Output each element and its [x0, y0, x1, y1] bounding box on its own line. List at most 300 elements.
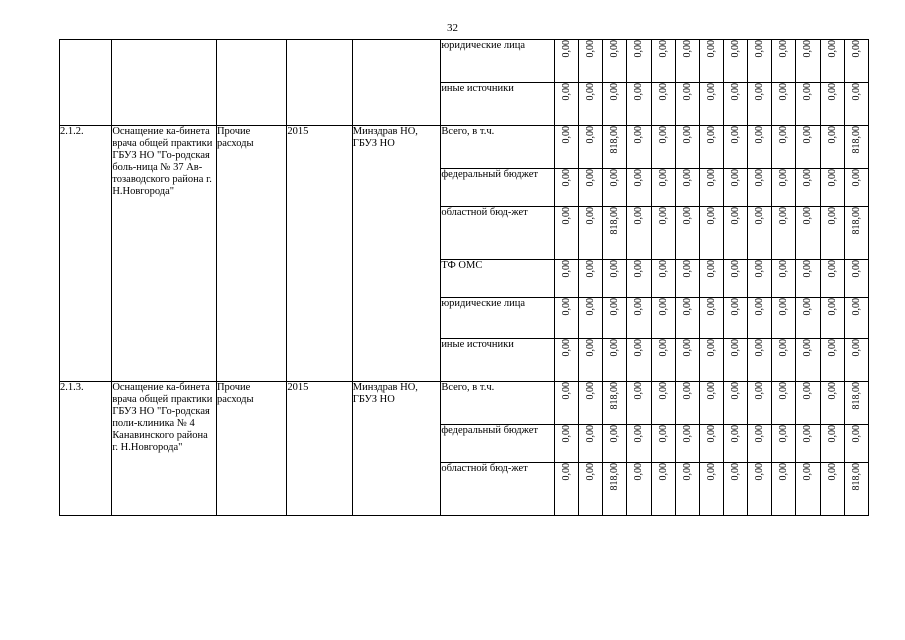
value-cell: [796, 382, 820, 425]
value-cell: [723, 126, 747, 169]
value-text: 0,00: [754, 298, 766, 316]
item-executor: [352, 40, 441, 126]
item-executor: Минздрав НО, ГБУЗ НО: [352, 382, 441, 516]
value-cell: [651, 169, 675, 207]
value-text: 818,00: [850, 382, 862, 410]
value-text: 0,00: [561, 463, 573, 481]
value-cell: [603, 40, 627, 83]
table-row: [60, 382, 869, 425]
value-text: 0,00: [633, 260, 645, 278]
value-cell: [603, 425, 627, 463]
value-text: 0,00: [826, 339, 838, 357]
value-text: 0,00: [754, 425, 766, 443]
value-cell: [723, 425, 747, 463]
value-text: 0,00: [681, 463, 693, 481]
value-cell: [579, 169, 603, 207]
value-cell: [627, 425, 651, 463]
value-cell: [627, 126, 651, 169]
value-text: 0,00: [705, 126, 717, 144]
value-text: 0,00: [681, 425, 693, 443]
value-text: 0,00: [633, 425, 645, 443]
value-text: 0,00: [754, 126, 766, 144]
value-text: 0,00: [754, 382, 766, 400]
value-cell: [772, 40, 796, 83]
value-cell: [651, 260, 675, 298]
value-cell: [555, 126, 579, 169]
value-text: 0,00: [778, 260, 790, 278]
value-text: 0,00: [826, 298, 838, 316]
value-cell: [651, 83, 675, 126]
funding-source-label: юридические лица: [441, 40, 555, 83]
value-text: 0,00: [561, 425, 573, 443]
value-cell: [723, 298, 747, 339]
value-cell: [723, 463, 747, 516]
value-cell: [844, 425, 868, 463]
value-text: 0,00: [705, 298, 717, 316]
value-text: 818,00: [609, 463, 621, 491]
value-text: 0,00: [657, 298, 669, 316]
value-cell: [579, 207, 603, 260]
value-cell: [651, 382, 675, 425]
value-text: 0,00: [681, 207, 693, 225]
value-cell: [675, 83, 699, 126]
value-text: 0,00: [778, 382, 790, 400]
value-cell: [796, 40, 820, 83]
table-row: [60, 126, 869, 169]
value-cell: [796, 126, 820, 169]
value-text: 0,00: [778, 463, 790, 481]
value-text: 0,00: [850, 169, 862, 187]
value-cell: [651, 207, 675, 260]
value-text: 0,00: [802, 207, 814, 225]
value-cell: [555, 339, 579, 382]
value-text: 0,00: [802, 169, 814, 187]
item-description: Оснащение ка-бинета врача общей практики ГБУЗ НО "Го-родская поли-клиника № 4 Канавинского района г. Н.Новгорода": [112, 382, 217, 516]
value-cell: [820, 339, 844, 382]
value-cell: [796, 83, 820, 126]
value-text: 0,00: [802, 40, 814, 58]
value-cell: [772, 260, 796, 298]
value-text: 0,00: [561, 83, 573, 101]
value-text: 0,00: [802, 83, 814, 101]
value-cell: [699, 83, 723, 126]
value-cell: [748, 339, 772, 382]
value-text: 0,00: [705, 425, 717, 443]
table-row: [60, 40, 869, 83]
value-cell: [603, 207, 627, 260]
item-number: 2.1.3.: [60, 382, 112, 516]
value-text: 0,00: [633, 298, 645, 316]
value-text: 0,00: [705, 83, 717, 101]
value-cell: [699, 425, 723, 463]
value-text: 0,00: [826, 169, 838, 187]
value-text: 0,00: [826, 207, 838, 225]
value-text: 0,00: [778, 298, 790, 316]
value-text: 0,00: [609, 169, 621, 187]
value-cell: [699, 298, 723, 339]
value-text: 0,00: [754, 207, 766, 225]
value-cell: [651, 40, 675, 83]
value-cell: [820, 207, 844, 260]
value-text: 0,00: [609, 40, 621, 58]
value-cell: [772, 463, 796, 516]
value-text: 0,00: [850, 339, 862, 357]
value-text: 0,00: [705, 207, 717, 225]
value-text: 0,00: [561, 339, 573, 357]
value-cell: [627, 83, 651, 126]
value-text: 0,00: [585, 425, 597, 443]
value-text: 0,00: [850, 83, 862, 101]
item-year: 2015: [287, 382, 352, 516]
item-number: 2.1.2.: [60, 126, 112, 382]
value-cell: [627, 382, 651, 425]
value-text: 0,00: [681, 169, 693, 187]
value-text: 0,00: [730, 425, 742, 443]
value-cell: [675, 169, 699, 207]
value-text: 0,00: [730, 126, 742, 144]
value-text: 818,00: [850, 207, 862, 235]
value-text: 818,00: [609, 126, 621, 154]
value-text: 0,00: [585, 169, 597, 187]
item-year: [287, 40, 352, 126]
value-cell: [772, 207, 796, 260]
value-cell: [675, 463, 699, 516]
value-cell: [748, 298, 772, 339]
value-text: 0,00: [561, 382, 573, 400]
value-text: 0,00: [802, 260, 814, 278]
value-cell: [651, 463, 675, 516]
value-cell: [748, 40, 772, 83]
value-text: 0,00: [826, 83, 838, 101]
value-text: 0,00: [681, 260, 693, 278]
value-text: 0,00: [585, 40, 597, 58]
funding-source-label: областной бюд-жет: [441, 207, 555, 260]
value-cell: [772, 169, 796, 207]
value-cell: [772, 298, 796, 339]
value-cell: [579, 298, 603, 339]
value-cell: [820, 425, 844, 463]
value-text: 0,00: [585, 126, 597, 144]
value-cell: [796, 207, 820, 260]
value-text: 0,00: [850, 425, 862, 443]
value-cell: [748, 169, 772, 207]
funding-source-label: областной бюд-жет: [441, 463, 555, 516]
value-text: 0,00: [681, 339, 693, 357]
value-text: 0,00: [633, 126, 645, 144]
value-text: 0,00: [657, 339, 669, 357]
value-cell: [603, 83, 627, 126]
value-cell: [579, 463, 603, 516]
value-cell: [796, 260, 820, 298]
value-text: 0,00: [705, 40, 717, 58]
value-text: 0,00: [561, 207, 573, 225]
value-cell: [844, 40, 868, 83]
value-cell: [748, 463, 772, 516]
value-text: 0,00: [730, 207, 742, 225]
value-text: 0,00: [561, 169, 573, 187]
expense-type: Прочие расходы: [216, 126, 286, 382]
value-cell: [579, 260, 603, 298]
value-text: 0,00: [705, 463, 717, 481]
value-text: 0,00: [826, 382, 838, 400]
value-cell: [723, 339, 747, 382]
value-cell: [627, 207, 651, 260]
value-text: 0,00: [754, 40, 766, 58]
value-text: 0,00: [657, 425, 669, 443]
value-text: 0,00: [826, 425, 838, 443]
value-cell: [820, 298, 844, 339]
value-text: 818,00: [609, 382, 621, 410]
item-year: 2015: [287, 126, 352, 382]
value-cell: [796, 339, 820, 382]
value-cell: [675, 207, 699, 260]
value-cell: [820, 126, 844, 169]
item-number: [60, 40, 112, 126]
value-cell: [603, 339, 627, 382]
value-cell: [627, 463, 651, 516]
value-cell: [699, 339, 723, 382]
value-cell: [627, 169, 651, 207]
value-text: 0,00: [850, 298, 862, 316]
value-text: 0,00: [681, 126, 693, 144]
value-text: 0,00: [705, 169, 717, 187]
value-text: 0,00: [657, 40, 669, 58]
value-cell: [579, 382, 603, 425]
value-text: 0,00: [633, 169, 645, 187]
value-cell: [796, 169, 820, 207]
value-cell: [723, 40, 747, 83]
value-cell: [675, 425, 699, 463]
value-cell: [675, 339, 699, 382]
value-text: 0,00: [681, 382, 693, 400]
value-cell: [844, 83, 868, 126]
value-text: 0,00: [826, 260, 838, 278]
value-cell: [748, 425, 772, 463]
value-text: 0,00: [850, 260, 862, 278]
value-cell: [820, 40, 844, 83]
value-text: 0,00: [609, 425, 621, 443]
value-cell: [844, 207, 868, 260]
value-text: 0,00: [778, 339, 790, 357]
value-text: 0,00: [561, 126, 573, 144]
funding-source-label: иные источники: [441, 339, 555, 382]
value-text: 0,00: [561, 298, 573, 316]
item-executor: Минздрав НО, ГБУЗ НО: [352, 126, 441, 382]
value-text: 0,00: [730, 382, 742, 400]
value-cell: [844, 260, 868, 298]
value-cell: [675, 126, 699, 169]
value-cell: [699, 260, 723, 298]
funding-source-label: иные источники: [441, 83, 555, 126]
value-cell: [748, 83, 772, 126]
value-cell: [820, 83, 844, 126]
value-cell: [723, 207, 747, 260]
value-cell: [627, 339, 651, 382]
value-text: 0,00: [585, 260, 597, 278]
value-text: 0,00: [585, 463, 597, 481]
value-cell: [603, 126, 627, 169]
value-cell: [699, 463, 723, 516]
value-cell: [675, 40, 699, 83]
page-number: 32: [447, 22, 458, 34]
value-cell: [699, 169, 723, 207]
value-text: 0,00: [778, 126, 790, 144]
value-text: 0,00: [657, 382, 669, 400]
value-cell: [555, 40, 579, 83]
value-text: 818,00: [609, 207, 621, 235]
funding-source-label: ТФ ОМС: [441, 260, 555, 298]
value-cell: [555, 260, 579, 298]
value-text: 0,00: [826, 126, 838, 144]
value-text: 0,00: [730, 169, 742, 187]
value-cell: [555, 463, 579, 516]
value-cell: [675, 382, 699, 425]
value-cell: [579, 126, 603, 169]
value-text: 0,00: [585, 298, 597, 316]
value-text: 0,00: [730, 260, 742, 278]
value-text: 0,00: [802, 298, 814, 316]
value-cell: [627, 298, 651, 339]
value-text: 0,00: [633, 40, 645, 58]
value-text: 0,00: [585, 83, 597, 101]
value-cell: [603, 169, 627, 207]
value-text: 0,00: [561, 40, 573, 58]
value-text: 0,00: [585, 382, 597, 400]
value-text: 0,00: [754, 260, 766, 278]
value-text: 0,00: [778, 169, 790, 187]
value-cell: [579, 83, 603, 126]
value-text: 0,00: [657, 169, 669, 187]
value-text: 0,00: [802, 425, 814, 443]
value-text: 0,00: [730, 83, 742, 101]
value-text: 0,00: [754, 169, 766, 187]
value-text: 0,00: [609, 83, 621, 101]
value-text: 0,00: [705, 339, 717, 357]
value-cell: [723, 83, 747, 126]
funding-source-label: Всего, в т.ч.: [441, 382, 555, 425]
value-cell: [772, 382, 796, 425]
value-text: 0,00: [681, 298, 693, 316]
value-text: 0,00: [705, 382, 717, 400]
value-text: 0,00: [657, 260, 669, 278]
value-cell: [555, 83, 579, 126]
value-text: 0,00: [778, 425, 790, 443]
value-text: 0,00: [657, 83, 669, 101]
value-cell: [699, 382, 723, 425]
expense-type: [216, 40, 286, 126]
value-text: 0,00: [802, 463, 814, 481]
value-text: 0,00: [633, 463, 645, 481]
value-text: 0,00: [778, 40, 790, 58]
value-cell: [723, 382, 747, 425]
value-cell: [748, 382, 772, 425]
value-cell: [699, 126, 723, 169]
value-text: 0,00: [850, 40, 862, 58]
value-cell: [699, 40, 723, 83]
value-cell: [844, 169, 868, 207]
value-text: 0,00: [826, 40, 838, 58]
value-cell: [723, 260, 747, 298]
item-description: Оснащение ка-бинета врача общей практики ГБУЗ НО "Го-родская боль-ница № 37 Ав-тозаводского района г. Н.Новгорода": [112, 126, 217, 382]
value-cell: [603, 463, 627, 516]
value-text: 0,00: [657, 463, 669, 481]
value-cell: [748, 126, 772, 169]
value-text: 0,00: [802, 339, 814, 357]
value-cell: [555, 425, 579, 463]
value-cell: [579, 40, 603, 83]
value-cell: [844, 339, 868, 382]
value-cell: [555, 207, 579, 260]
budget-table: [59, 39, 869, 516]
value-cell: [603, 382, 627, 425]
value-text: 0,00: [730, 298, 742, 316]
value-cell: [579, 339, 603, 382]
value-text: 0,00: [778, 83, 790, 101]
value-cell: [627, 260, 651, 298]
value-text: 0,00: [633, 207, 645, 225]
value-text: 0,00: [681, 40, 693, 58]
value-text: 0,00: [754, 83, 766, 101]
value-text: 818,00: [850, 463, 862, 491]
value-cell: [844, 298, 868, 339]
value-cell: [675, 298, 699, 339]
value-cell: [820, 382, 844, 425]
value-text: 0,00: [754, 339, 766, 357]
value-text: 0,00: [633, 339, 645, 357]
value-cell: [772, 83, 796, 126]
value-cell: [772, 425, 796, 463]
value-text: 818,00: [850, 126, 862, 154]
value-text: 0,00: [585, 339, 597, 357]
value-cell: [651, 298, 675, 339]
value-text: 0,00: [730, 339, 742, 357]
value-cell: [796, 298, 820, 339]
value-cell: [820, 463, 844, 516]
value-cell: [579, 425, 603, 463]
value-text: 0,00: [778, 207, 790, 225]
value-text: 0,00: [609, 339, 621, 357]
value-text: 0,00: [609, 260, 621, 278]
value-text: 0,00: [633, 382, 645, 400]
value-text: 0,00: [754, 463, 766, 481]
value-cell: [772, 339, 796, 382]
value-cell: [627, 40, 651, 83]
value-cell: [723, 169, 747, 207]
value-text: 0,00: [633, 83, 645, 101]
funding-source-label: федеральный бюджет: [441, 425, 555, 463]
funding-source-label: юридические лица: [441, 298, 555, 339]
value-text: 0,00: [585, 207, 597, 225]
value-text: 0,00: [730, 463, 742, 481]
value-cell: [844, 463, 868, 516]
value-cell: [555, 382, 579, 425]
value-text: 0,00: [730, 40, 742, 58]
value-cell: [748, 207, 772, 260]
funding-source-label: федеральный бюджет: [441, 169, 555, 207]
value-cell: [555, 169, 579, 207]
value-text: 0,00: [657, 126, 669, 144]
value-cell: [699, 207, 723, 260]
value-cell: [796, 425, 820, 463]
expense-type: Прочие расходы: [216, 382, 286, 516]
funding-source-label: Всего, в т.ч.: [441, 126, 555, 169]
value-text: 0,00: [609, 298, 621, 316]
value-text: 0,00: [802, 382, 814, 400]
value-cell: [844, 126, 868, 169]
value-cell: [555, 298, 579, 339]
value-text: 0,00: [826, 463, 838, 481]
value-cell: [651, 425, 675, 463]
